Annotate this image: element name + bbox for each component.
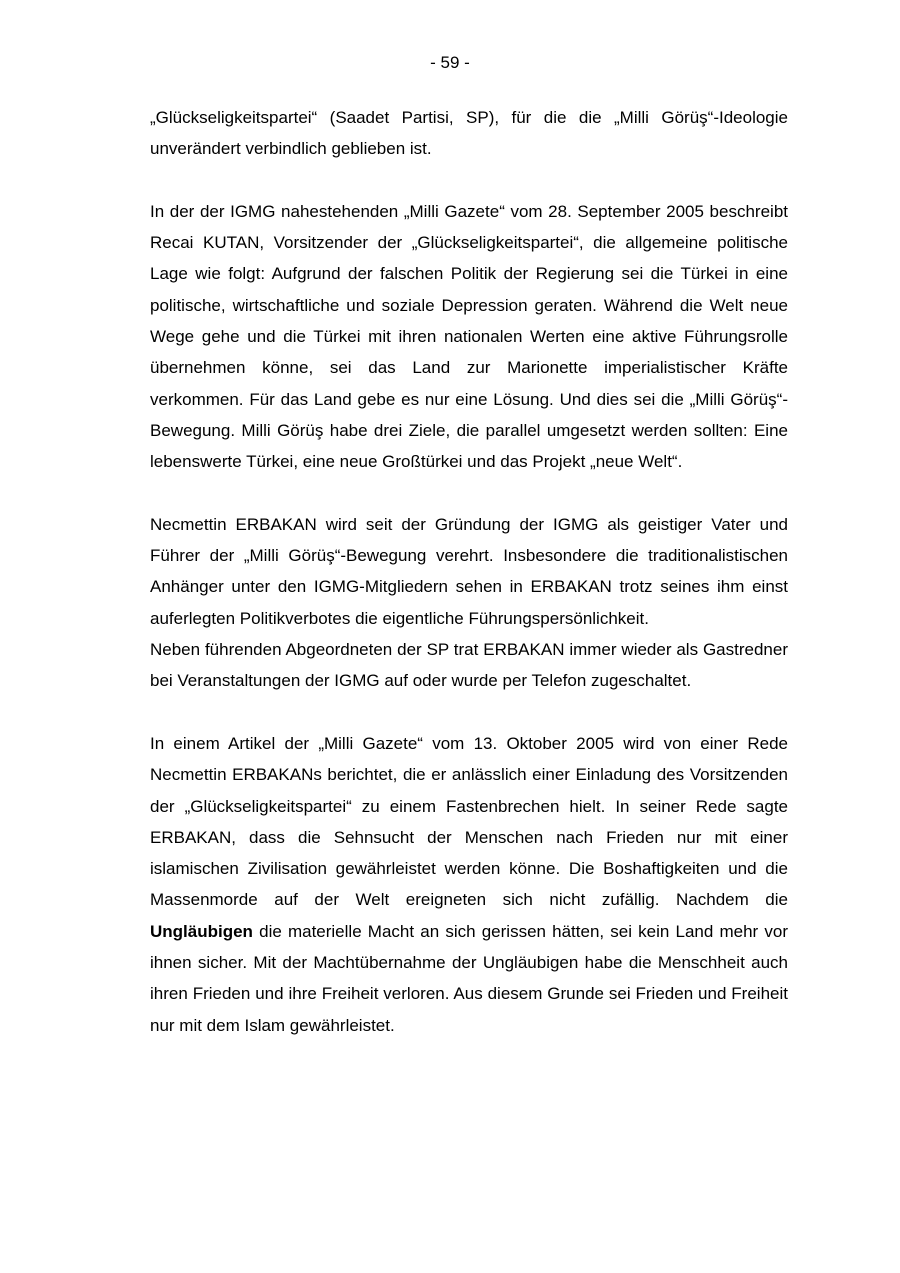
paragraph-erbakan-guest-speaker: Neben führenden Abgeordneten der SP trat ERBAKAN immer wieder als Gastredner bei Veranstaltungen der IGMG auf oder wurde per Telefon zugeschaltet. bbox=[150, 640, 788, 691]
speech-text-part-2: die materielle Macht an sich gerissen hätten, sei kein Land mehr vor ihnen sicher. Mit der Machtübernahme der Ungläubigen habe die Menschheit auch ihren Frieden und ihre Freiheit verloren. Aus diesem Grunde sei Frieden und Freiheit nur mit dem Islam gewährleistet. bbox=[150, 921, 788, 1035]
paragraph-spacer bbox=[150, 165, 788, 196]
paragraph-erbakan-leader: Necmettin ERBAKAN wird seit der Gründung der IGMG als geistiger Vater und Führer der „Milli Görüş“-Bewegung verehrt. Insbesondere die traditionalistischen Anhänger unter den IGMG-Mitgliedern sehen in ERBAKAN trotz seines ihm einst auferlegten Politikverbotes die eigentliche Führungspersönlichkeit. bbox=[150, 514, 788, 628]
paragraph-spacer bbox=[150, 697, 788, 728]
document-body bbox=[150, 102, 788, 1041]
paragraph-kutan-statement: In der der IGMG nahestehenden „Milli Gazete“ vom 28. September 2005 beschreibt Recai KUTAN, Vorsitzender der „Glückseligkeitspartei“, die allgemeine politische Lage wie folgt: Aufgrund der falschen Politik der Regierung sei die Türkei in eine politische, wirtschaftliche und soziale Depression geraten. Während die Welt neue Wege gehe und die Türkei mit ihren nationalen Werten eine aktive Führungsrolle übernehmen könne, sei das Land zur Marionette imperialistischer Kräfte verkommen. Für das Land gebe es nur eine Lösung. Und dies sei die „Milli Görüş“-Bewegung. Milli Görüş habe drei Ziele, die parallel umgesetzt werden sollten: Eine lebenswerte Türkei, eine neue Großtürkei und das Projekt „neue Welt“. bbox=[150, 201, 788, 472]
paragraph-saadet-partisi: „Glückseligkeitspartei“ (Saadet Partisi, SP), für die die „Milli Görüş“-Ideologie unverändert verbindlich geblieben ist. bbox=[150, 108, 788, 159]
speech-text-part-1: In einem Artikel der „Milli Gazete“ vom 13. Oktober 2005 wird von einer Rede Necmettin ERBAKANs berichtet, die er anlässlich einer Einladung des Vorsitzenden der „Glückseligkeitspartei“ zu einem Fastenbrechen hielt. In seiner Rede sagte ERBAKAN, dass die Sehnsucht der Menschen nach Frieden nur mit einer islamischen Zivilisation gewährleistet werden könne. Die Boshaftigkeiten und die Massenmorde auf der Welt ereigneten sich nicht zufällig. Nachdem die bbox=[150, 733, 788, 910]
paragraph-spacer bbox=[150, 478, 788, 509]
paragraph-erbakan-speech bbox=[150, 728, 788, 1041]
emphasized-term: Ungläubigen bbox=[150, 921, 253, 941]
page-number: - 59 - bbox=[430, 53, 470, 72]
